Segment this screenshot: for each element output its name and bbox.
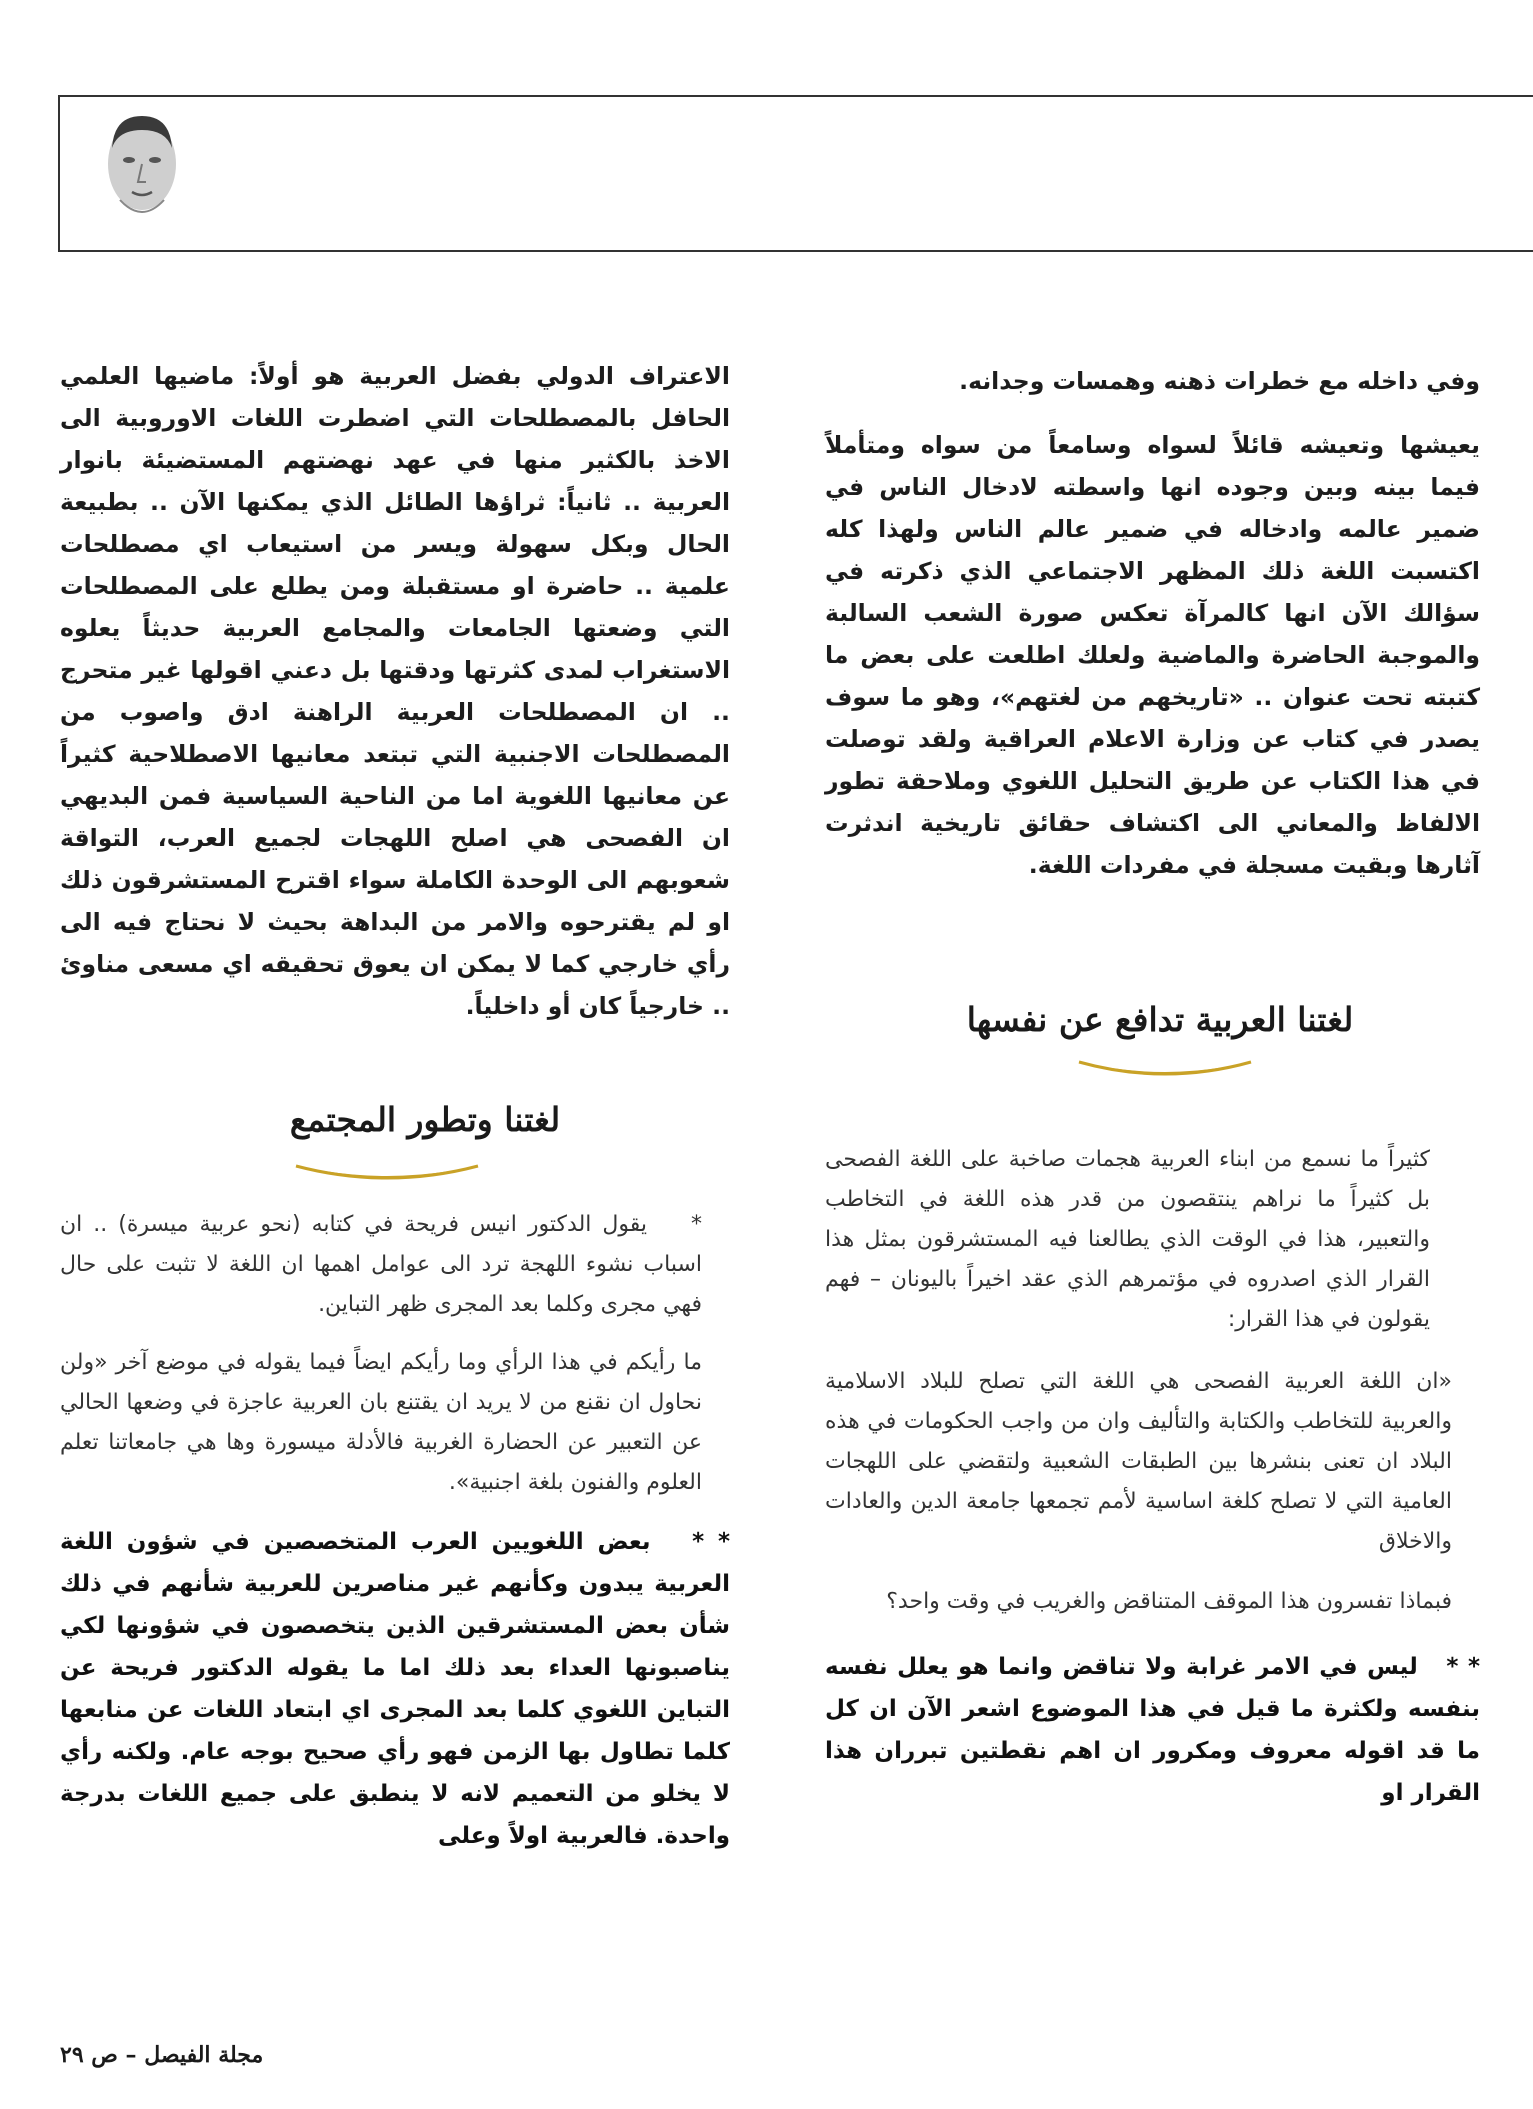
author-portrait-image <box>100 108 184 226</box>
right-paragraph-1: يعيشها وتعيشه قائلاً لسواه وسامعاً من سواه ومتأملاً فيما بينه وبين وجوده انها واسطته لادخال الناس في ضمير عالمه وادخاله في ضمير عالم الناس ولهذا كله اكتسبت اللغة ذلك المظهر الاجتماعي الذي ذكرته في سؤالك الآن انها كالمرآة تعكس صورة الشعب السالبة والموجبة الحاضرة والماضية ولعلك اطلعت على بعض ما كتبته تحت عنوان .. «تاريخهم من لغتهم»، وهو ما سوف يصدر في كتاب عن وزارة الاعلام العراقية ولقد توصلت في هذا الكتاب عن طريق التحليل اللغوي وملاحقة تطور الالفاظ والمعاني الى اكتشاف حقائق تاريخية اندثرت آثارها وبقيت مسجلة في مفردات اللغة. <box>825 431 1480 879</box>
right-section-heading: لغتنا العربية تدافع عن نفسها <box>966 1000 1354 1039</box>
header-frame <box>58 95 1533 252</box>
right-answer <box>825 1646 1480 1814</box>
left-paragraph-1: الاعتراف الدولي بفضل العربية هو أولاً: ماضيها العلمي الحافل بالمصطلحات التي اضطرت اللغات الاوروبية الى الاخذ بالكثير منها في عهد نهضتهم المستضيئة بانوار العربية .. ثانياً: ثراؤها الطائل الذي يمكنها الآن .. بطبيعة الحال وبكل سهولة ويسر من استيعاب اي مصطلحات علمية .. حاضرة او مستقبلة ومن يطلع على المصطلحات التي وضعتها الجامعات والمجامع العربية حديثاً يعلوه الاستغراب لمدى كثرتها ودقتها بل دعني اقولها غير متحرج .. ان المصطلحات العربية الراهنة ادق واصوب من المصطلحات الاجنبية التي تبتعد معانيها الاصطلاحية كثيراً عن معانيها اللغوية اما من الناحية السياسية فمن البديهي ان الفصحى هي اصلح اللهجات لجميع العرب، التواقة شعوبهم الى الوحدة الكاملة سواء اقترح المستشرقون ذلك او لم يقترحوه والامر من البداهة بحيث لا نحتاج فيه الى رأي خارجي كما لا يمكن ان يعوق تحقيقه اي مسعى مناوئ .. خارجياً كان أو داخلياً. <box>60 362 730 1020</box>
heading-ornament-icon <box>292 1160 482 1184</box>
left-question-1-text: يقول الدكتور انيس فريحة في كتابه (نحو عربية ميسرة) .. ان اسباب نشوء اللهجة ترد الى عوامل اهمها ان اللغة لا تثبت على حال فهي مجرى وكلما بعد المجرى ظهر التباين. <box>60 1212 702 1317</box>
right-question-block <box>825 1140 1480 1814</box>
page-footer: مجلة الفيصل – ص ٢٩ <box>60 2042 264 2068</box>
heading-ornament-icon <box>1075 1056 1255 1080</box>
right-answer-text: ليس في الامر غرابة ولا تناقض وانما هو يعلل نفسه بنفسه ولكثرة ما قيل في هذا الموضوع اشعر الآن ان كل ما قد اقوله معروف ومكرور ان اهم نقطتين تبرران هذا القرار او <box>825 1654 1480 1806</box>
answer-stars-left: * * <box>692 1529 730 1555</box>
right-question-1: كثيراً ما نسمع من ابناء العربية هجمات صاخبة على اللغة الفصحى بل كثيراً ما نراهم ينتقصون من قدر هذه اللغة في التخاطب والتعبير، هذا في الوقت الذي يطالعنا فيه المستشرقون بمثل هذا القرار الذي اصدروه في مؤتمرهم الذي عقد اخيراً باليونان – فهم يقولون في هذا القرار: <box>825 1147 1430 1332</box>
right-question-2: فبماذا تفسرون هذا الموقف المتناقض والغريب في وقت واحد؟ <box>886 1589 1452 1614</box>
right-quote: «ان اللغة العربية الفصحى هي اللغة التي تصلح للبلاد الاسلامية والعربية للتخاطب والكتابة والتأليف وان من واجب الحكومات في هذه البلاد ان تعنى بنشرها بين الطبقات الشعبية ولتقضي على اللهجات العامية التي لا تصلح كلغة اساسية لأمم تجمعها جامعة الدين والعادات والاخلاق <box>825 1369 1452 1554</box>
answer-stars-right: * * <box>1446 1654 1480 1680</box>
left-question-1 <box>60 1205 730 1325</box>
left-section-heading: لغتنا وتطور المجتمع <box>289 1100 561 1139</box>
left-question-2: ما رأيكم في هذا الرأي وما رأيكم ايضاً فيما يقوله في موضع آخر «ولن نحاول ان نقنع من لا يريد ان يقتنع بان العربية عاجزة في وضعها الحالي عن التعبير عن الحضارة الغربية فالأدلة ميسورة وها هي جامعاتنا تعلم العلوم والفنون بلغة اجنبية». <box>60 1350 702 1495</box>
left-answer-text: بعض اللغويين العرب المتخصصين في شؤون اللغة العربية يبدون وكأنهم غير مناصرين للعربية شأنهم في ذلك شأن بعض المستشرقين الذين يتخصصون في شؤونها لكي يناصبونها العداء بعد ذلك اما ما يقوله الدكتور فريحة عن التباين اللغوي كلما بعد المجرى اي ابتعاد اللغات عن منابعها كلما تطاول بها الزمن فهو رأي صحيح بوجه عام. ولكنه رأي لا يخلو من التعميم لانه لا ينطبق على جميع اللغات بدرجة واحدة. فالعربية اولاً وعلى <box>60 1529 730 1849</box>
left-column <box>60 355 730 1027</box>
right-intro-line: وفي داخله مع خطرات ذهنه وهمسات وجدانه. <box>959 367 1480 395</box>
left-answer <box>60 1521 730 1857</box>
right-column <box>825 360 1480 886</box>
question-star: * <box>690 1212 702 1237</box>
left-question-block <box>60 1205 730 1857</box>
